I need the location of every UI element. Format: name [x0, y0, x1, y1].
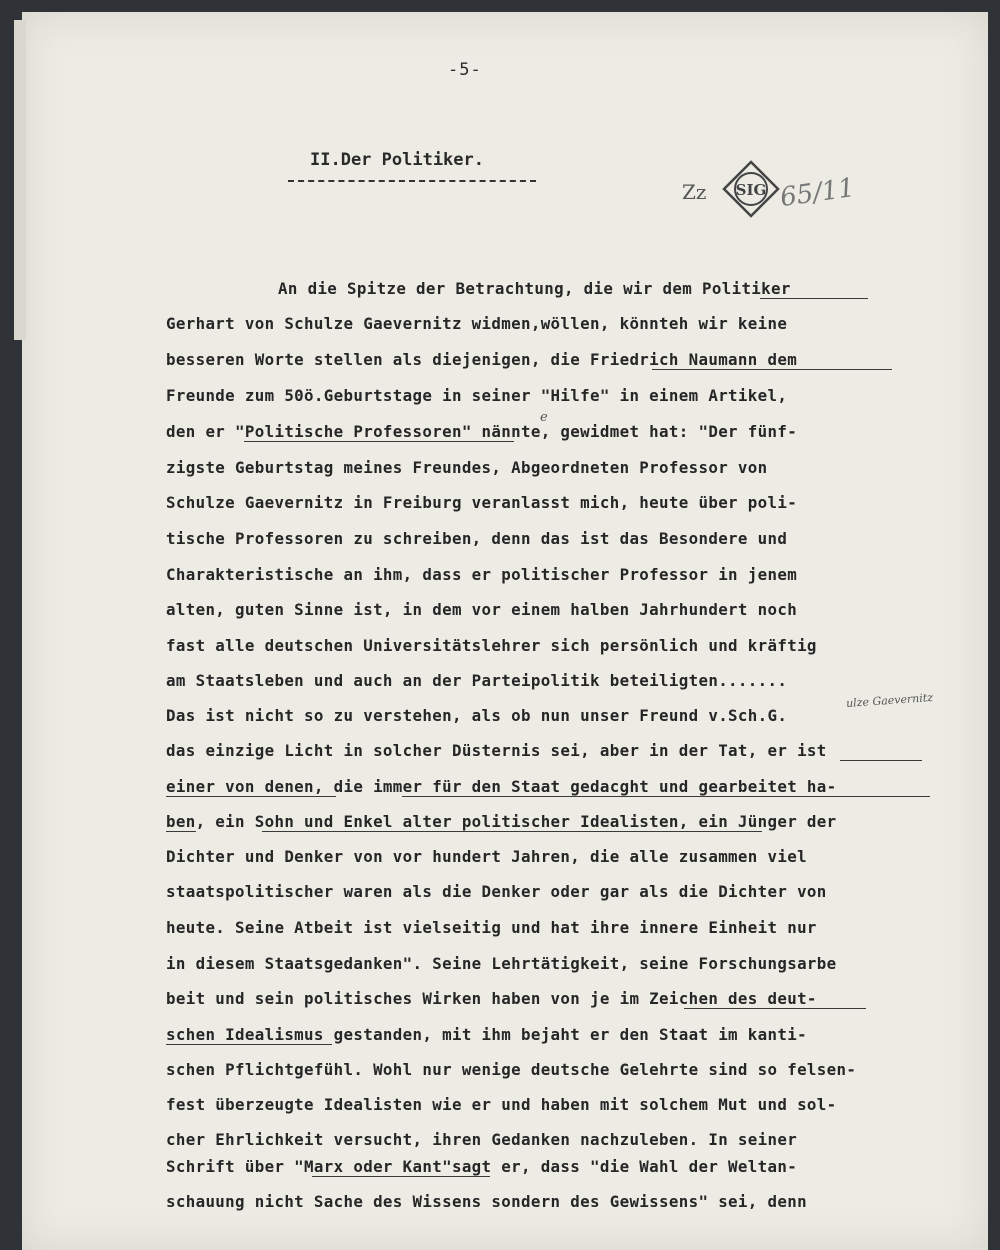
text-line: am Staatsleben und auch an der Parteipolitik beteiligten.......	[166, 671, 788, 690]
pencil-archive-mark: 65/11	[778, 172, 857, 214]
text-line: einer von denen, die immer für den Staat gedacght und gearbeitet ha-	[166, 777, 837, 796]
correction-annotation: e	[540, 410, 548, 425]
text-line: beit und sein politisches Wirken haben von je im Zeichen des deut-	[166, 989, 817, 1008]
text-line: ben, ein Sohn und Enkel alter politischer Idealisten, ein Jünger der	[166, 812, 837, 831]
underline-immer-fuer-den-staat	[402, 796, 930, 797]
text-line: fast alle deutschen Universitätslehrer sich persönlich und kräftig	[166, 636, 817, 655]
underline-er-ist	[840, 760, 922, 761]
text-line: Gerhart von Schulze Gaevernitz widmen,wöllen, könnteh wir keine	[166, 314, 788, 333]
stamp-prefix: Zz	[682, 180, 707, 204]
underline-marx-oder-kant	[312, 1176, 490, 1177]
text-line: den er "Politische Professoren" nännte, gewidmet hat: "Der fünf-	[166, 422, 798, 441]
underline-politische-professoren	[244, 441, 514, 442]
text-line: besseren Worte stellen als diejenigen, die Friedrich Naumann dem	[166, 350, 798, 369]
insertion-annotation: ulze Gaevernitz	[845, 690, 934, 711]
text-line: schen Idealismus gestanden, mit ihm bejaht er den Staat im kanti-	[166, 1025, 807, 1044]
section-heading: II.Der Politiker.	[310, 150, 484, 170]
underline-naumann	[652, 369, 892, 370]
text-line: alten, guten Sinne ist, in dem vor einem halben Jahrhundert noch	[166, 600, 798, 619]
text-line: das einzige Licht in solcher Düsternis sei, aber in der Tat, er ist	[166, 741, 827, 760]
text-line: schauung nicht Sache des Wissens sondern des Gewissens" sei, denn	[166, 1192, 807, 1211]
text-line: cher Ehrlichkeit versucht, ihren Gedanken nachzuleben. In seiner	[166, 1130, 798, 1149]
text-line: heute. Seine Atbeit ist vielseitig und hat ihre innere Einheit nur	[166, 918, 817, 937]
text-line: zigste Geburtstag meines Freundes, Abgeordneten Professor von	[166, 458, 768, 477]
text-line: schen Pflichtgefühl. Wohl nur wenige deutsche Gelehrte sind so felsen-	[166, 1060, 857, 1079]
underline-zeichen	[684, 1008, 866, 1009]
underline-idealismus	[166, 1044, 332, 1045]
underline-einer-von-denen	[166, 796, 336, 797]
underline-sohn-und-enkel	[262, 831, 762, 832]
text-line: Schulze Gaevernitz in Freiburg veranlasst mich, heute über poli-	[166, 493, 798, 512]
underline-politiker	[760, 298, 868, 299]
text-line: Dichter und Denker von vor hundert Jahren, die alle zusammen viel	[166, 847, 807, 866]
text-line: tische Professoren zu schreiben, denn das ist das Besondere und	[166, 529, 788, 548]
text-line: An die Spitze der Betrachtung, die wir dem Politiker	[278, 279, 791, 298]
text-line: staatspolitischer waren als die Denker oder gar als die Dichter von	[166, 882, 827, 901]
text-line: Freunde zum 50ö.Geburtstage in seiner "Hilfe" in einem Artikel,	[166, 386, 788, 405]
text-line: Charakteristische an ihm, dass er politischer Professor in jenem	[166, 565, 798, 584]
text-line: fest überzeugte Idealisten wie er und haben mit solchem Mut und sol-	[166, 1095, 837, 1114]
seal-text: SIG	[735, 181, 767, 199]
underline-ben	[166, 831, 196, 832]
text-line: in diesem Staatsgedanken". Seine Lehrtätigkeit, seine Forschungsarbe	[166, 954, 837, 973]
text-line: Das ist nicht so zu verstehen, als ob nun unser Freund v.Sch.G.	[166, 706, 788, 725]
text-line: Schrift über "Marx oder Kant"sagt er, dass "die Wahl der Weltan-	[166, 1157, 798, 1176]
page-number: -5-	[448, 60, 482, 80]
